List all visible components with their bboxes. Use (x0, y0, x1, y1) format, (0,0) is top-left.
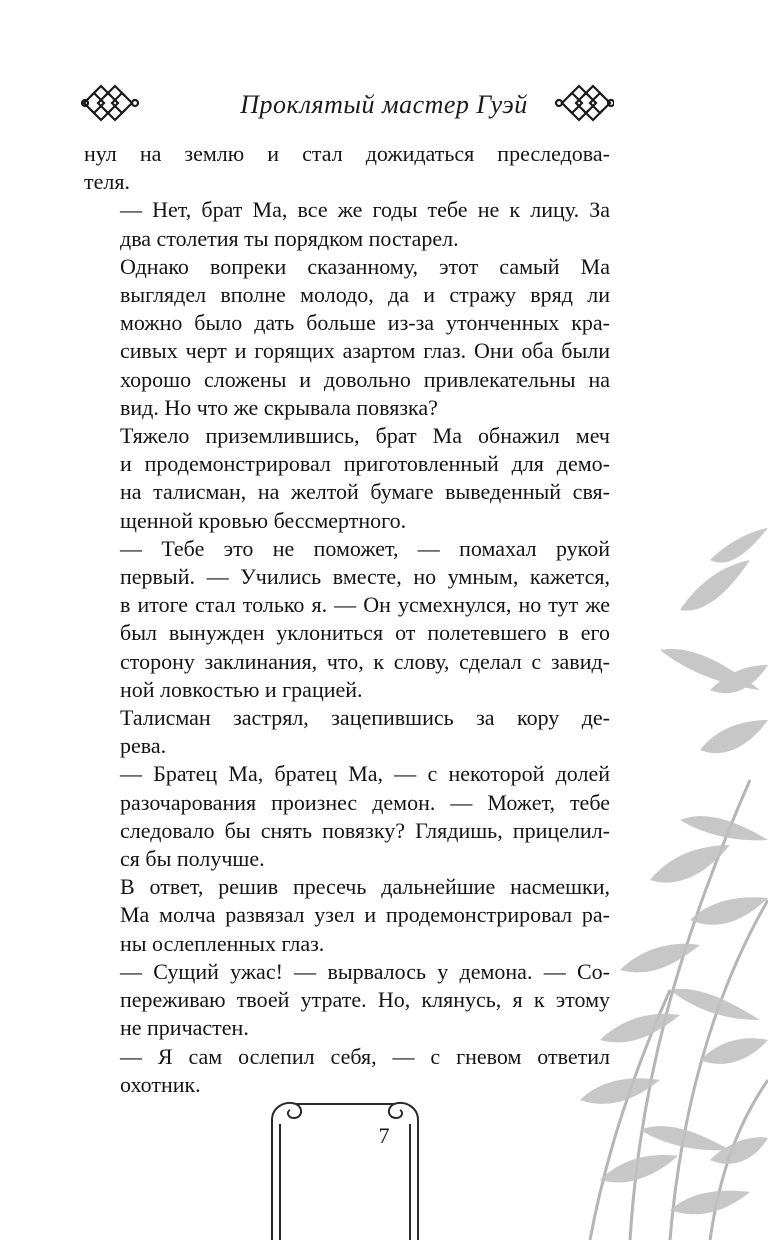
paragraph (84, 140, 610, 196)
text-line: Талисман застрял, зацепившись за кору де- (120, 705, 610, 731)
text-line: ся бы получше. (120, 846, 265, 872)
paragraph (84, 704, 610, 760)
text-line: выглядел вполне молодо, да и стражу вряд ли (120, 282, 610, 308)
text-line: можно было дать больше из-за утонченных кра- (120, 310, 610, 336)
text-line: охотник. (120, 1071, 201, 1097)
text-line: не причастен. (120, 1015, 249, 1041)
text-line: — Сущий ужас! — вырвалось у демона. — Со- (120, 958, 610, 984)
text-line: щенной кровью бессмертного. (120, 507, 407, 533)
text-line: хорошо сложены и довольно привлекательны на (120, 366, 610, 392)
text-line: — Братец Ма, братец Ма, — с некоторой долей (120, 761, 610, 787)
text-line: Однако вопреки сказанному, этот самый Ма (120, 253, 610, 279)
text-line: рева. (120, 733, 167, 759)
text-line: вид. Но что же скрывала повязка? (120, 394, 438, 420)
text-line: нул на землю и стал дожидаться преследова- (84, 141, 610, 166)
text-line: ны ослепленных глаз. (120, 930, 325, 956)
text-line: переживаю твоей утрате. Но, клянусь, я к этому (120, 987, 610, 1013)
text-line: ной ловкостью и грацией. (120, 676, 363, 702)
text-line: — Нет, брат Ма, все же годы тебе не к лицу. За (120, 197, 610, 223)
paragraph (84, 958, 610, 1043)
text-line: сивых черт и горящих азартом глаз. Они оба были (120, 338, 610, 364)
text-line: сторону заклинания, что, к слову, сделал с завид- (120, 648, 610, 674)
text-line: разочарования произнес демон. — Может, тебе (120, 789, 610, 815)
page-number: 7 (378, 1123, 390, 1148)
endless-knot-ornament-icon (554, 84, 614, 122)
body-text (84, 140, 610, 1099)
text-line: и продемонстрировал приготовленный для демо- (120, 451, 610, 477)
text-line: был вынужден уклониться от полетевшего в его (120, 620, 610, 646)
text-line: на талисман, на желтой бумаге выведенный свя- (120, 479, 610, 505)
paragraph (84, 422, 610, 535)
paragraph (84, 535, 610, 704)
text-line: В ответ, решив пресечь дальнейшие насмешки, (120, 874, 610, 900)
paragraph (84, 196, 610, 252)
text-line: следовало бы снять повязку? Глядишь, прицелил- (120, 817, 610, 843)
page-number-frame (262, 1090, 428, 1240)
text-line: два столетия ты порядком постарел. (120, 225, 459, 251)
book-title: Проклятый мастер Гуэй (240, 90, 528, 119)
text-line: — Тебе это не поможет, — помахал рукой (120, 535, 610, 561)
text-line: Тяжело приземлившись, брат Ма обнажил меч (120, 423, 610, 449)
text-line: первый. — Учились вместе, но умным, кажется, (120, 564, 610, 590)
running-header (0, 78, 768, 138)
text-line: Ма молча развязал узел и продемонстрировал ра- (120, 902, 610, 928)
paragraph (84, 873, 610, 958)
paragraph (84, 253, 610, 422)
text-line: — Я сам ослепил себя, — с гневом ответил (120, 1043, 610, 1069)
paragraph (84, 760, 610, 873)
text-line: теля. (84, 169, 130, 195)
text-line: в итоге стал только я. — Он усмехнулся, но тут же (120, 592, 610, 618)
